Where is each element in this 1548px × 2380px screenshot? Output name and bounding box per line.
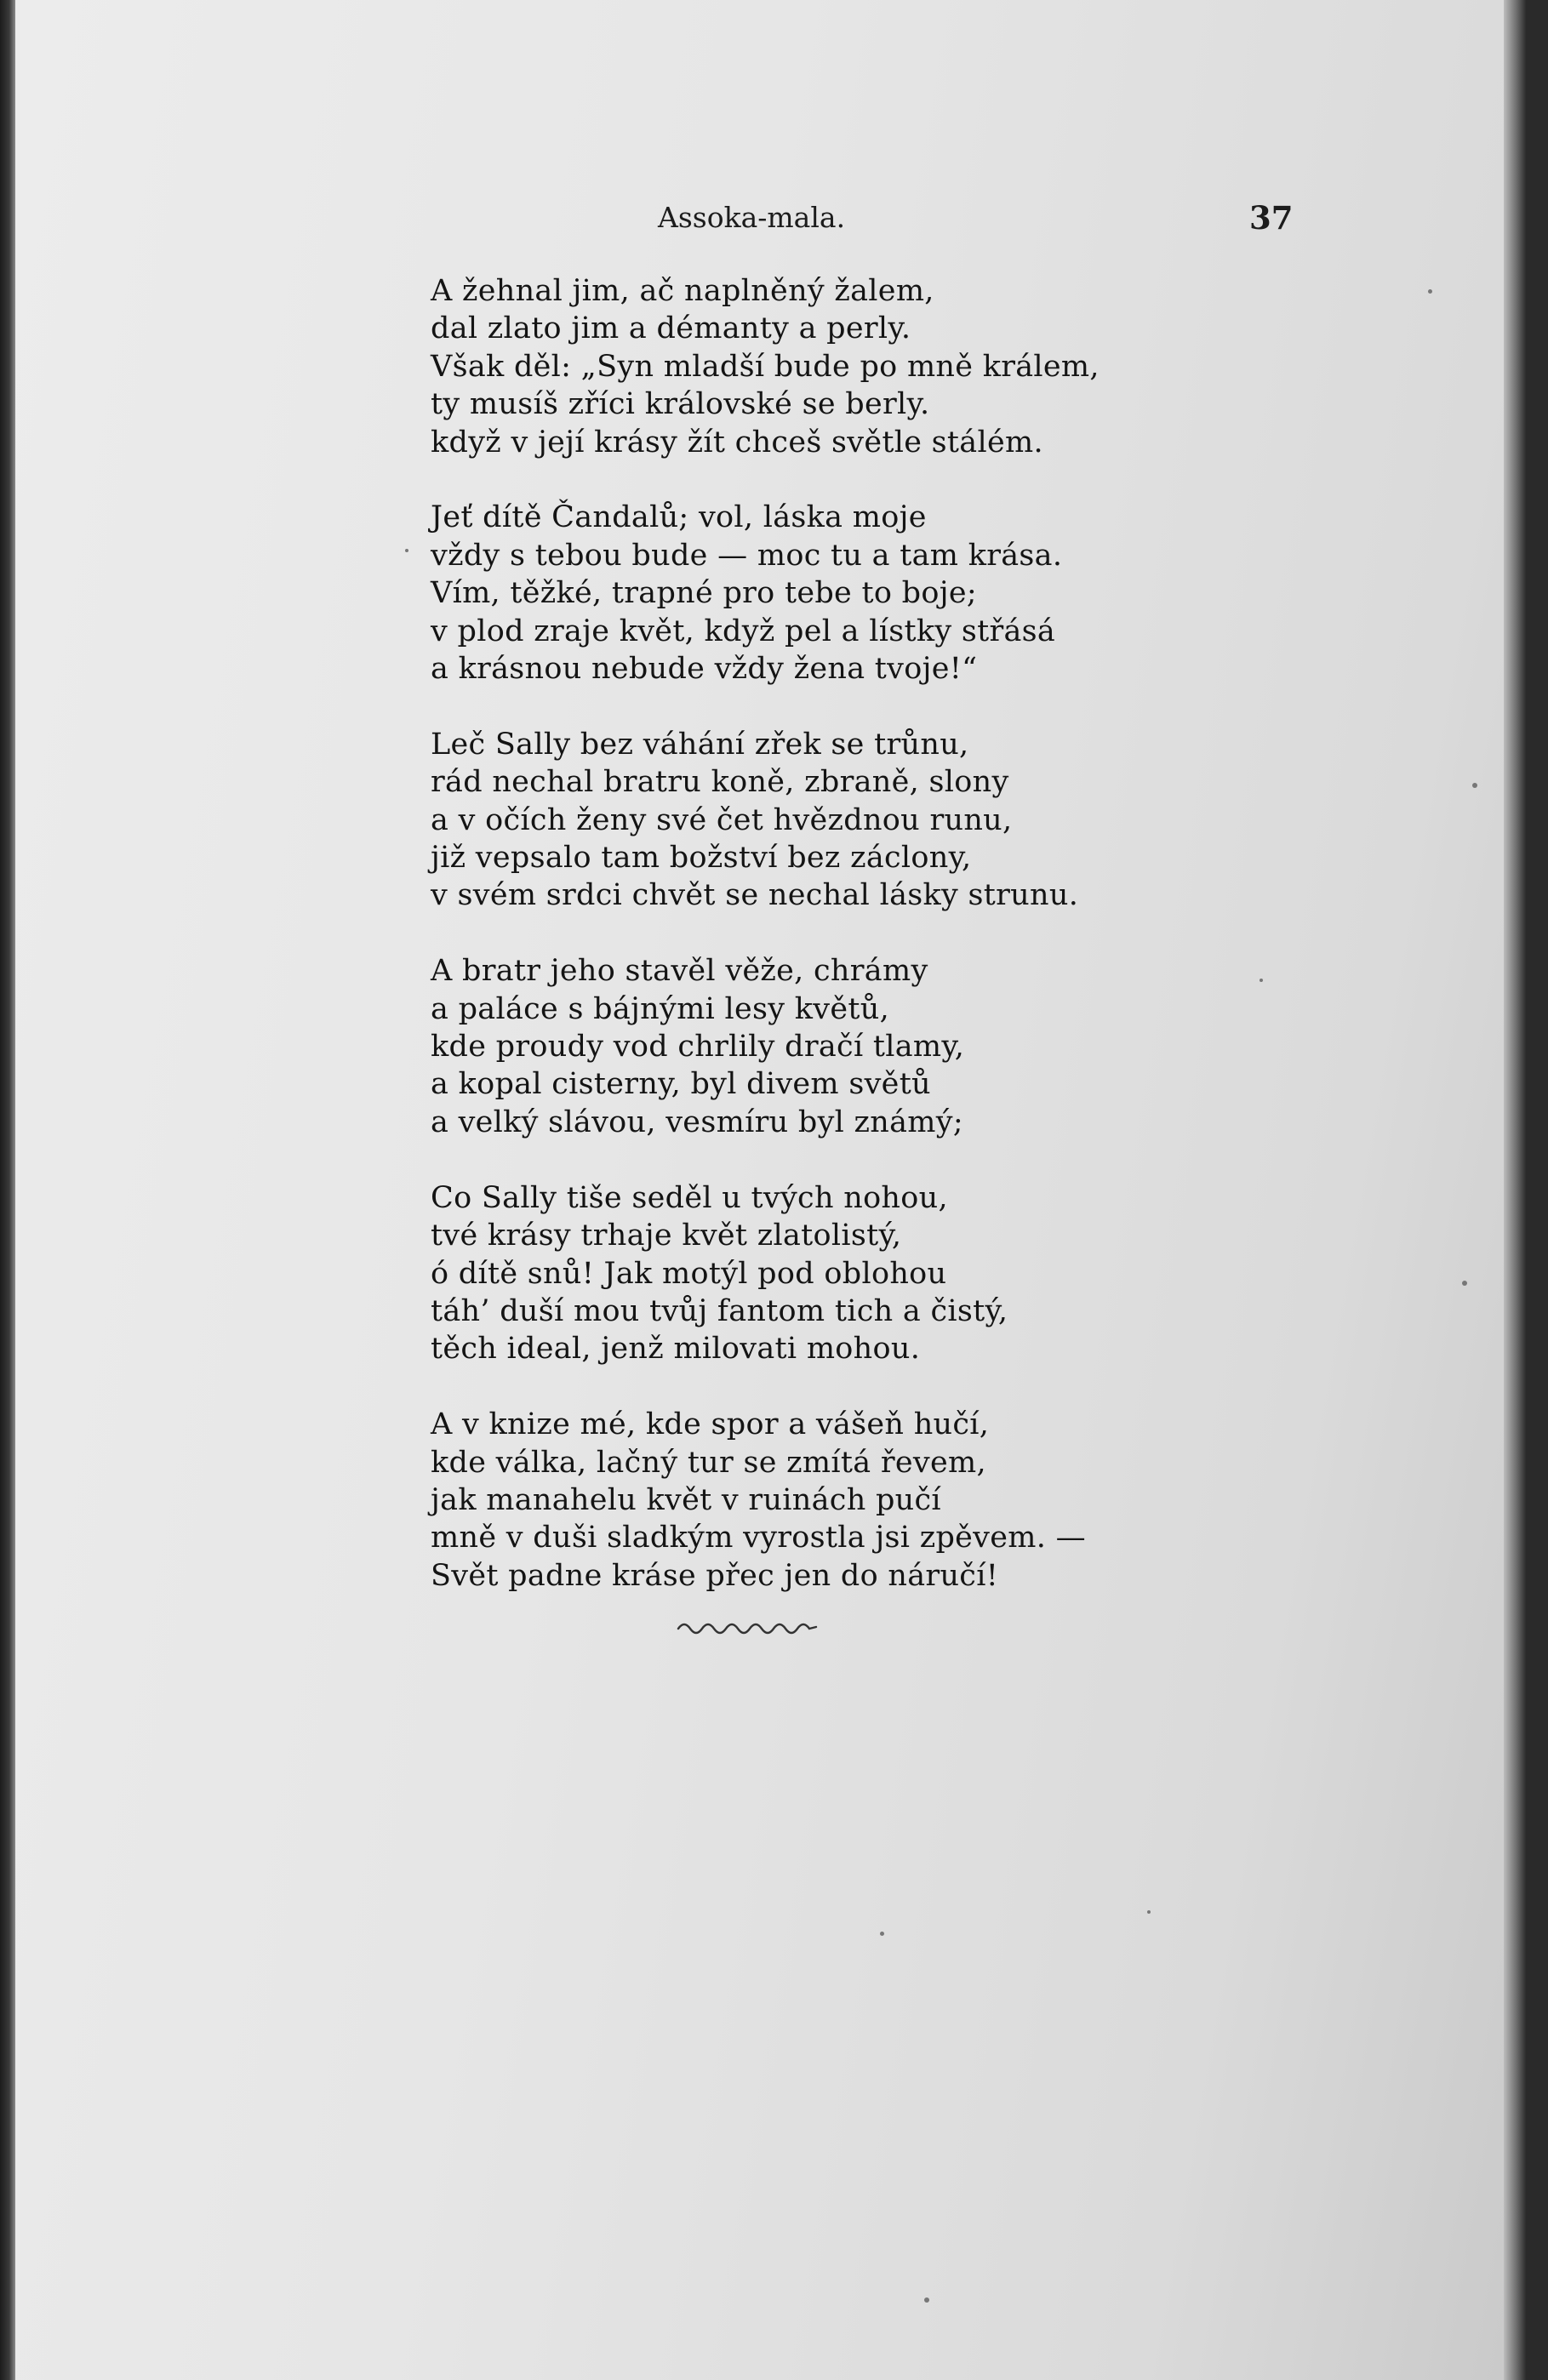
poem-line: Jeť dítě Čandalů; vol, láska moje bbox=[431, 500, 927, 535]
poem-line: Co Sally tiše seděl u tvých nohou, bbox=[431, 1180, 948, 1215]
poem-line: Svět padne kráse přec jen do náručí! bbox=[431, 1558, 999, 1593]
poem-line: táh’ duší mou tvůj fantom tich a čistý, bbox=[431, 1293, 1008, 1328]
poem-line: když v její krásy žít chceš světle stálém. bbox=[431, 425, 1043, 459]
paper-speck bbox=[924, 2297, 929, 2303]
poem-line: a velký slávou, vesmíru byl známý; bbox=[431, 1104, 963, 1139]
paper-speck bbox=[1260, 979, 1263, 982]
poem-line: Leč Sally bez váhání zřek se trůnu, bbox=[431, 727, 969, 762]
poem-line: těch ideal, jenž milovati mohou. bbox=[431, 1332, 921, 1367]
end-ornament-icon bbox=[675, 1617, 820, 1637]
stanza-1 bbox=[431, 272, 1282, 461]
poem-line: a v očích ženy své čet hvězdnou runu, bbox=[431, 802, 1013, 837]
paper-speck bbox=[405, 549, 408, 552]
paper-speck bbox=[1428, 289, 1432, 294]
poem-line: a paláce s bájnými lesy květů, bbox=[431, 991, 889, 1026]
stanza-2 bbox=[431, 499, 1282, 688]
page-edge-shadow bbox=[1504, 0, 1526, 2380]
poem-line: tvé krásy trhaje květ zlatolistý, bbox=[431, 1219, 902, 1253]
paper-speck bbox=[1462, 1281, 1467, 1286]
poem-line: a krásnou nebude vždy žena tvoje!“ bbox=[431, 652, 978, 687]
poem-line: Však děl: „Syn mladší bude po mně králem, bbox=[431, 349, 1100, 384]
poem-line: ó dítě snů! Jak motýl pod oblohou bbox=[431, 1256, 947, 1291]
paper-speck bbox=[880, 1932, 884, 1936]
poem-line: v plod zraje květ, když pel a lístky střásá bbox=[431, 614, 1056, 648]
page-header bbox=[15, 192, 1526, 243]
page-gutter-shadow bbox=[0, 0, 15, 2380]
poem-line: vždy s tebou bude — moc tu a tam krása. bbox=[431, 538, 1063, 573]
poem-line: ty musíš zříci královské se berly. bbox=[431, 387, 930, 422]
page-number: 37 bbox=[1249, 199, 1294, 237]
poem-line: A žehnal jim, ač naplněný žalem, bbox=[431, 274, 934, 308]
book-page bbox=[15, 0, 1526, 2380]
poem-line: mně v duši sladkým vyrostla jsi zpěvem. — bbox=[431, 1521, 1086, 1555]
poem-line: rád nechal bratru koně, zbraně, slony bbox=[431, 765, 1009, 800]
poem-line: již vepsalo tam božství bez záclony, bbox=[431, 841, 972, 876]
poem-line: kde proudy vod chrlily dračí tlamy, bbox=[431, 1030, 965, 1064]
poem-body bbox=[431, 272, 1282, 1633]
poem-line: kde válka, lačný tur se zmítá řevem, bbox=[431, 1445, 986, 1480]
stanza-3 bbox=[431, 726, 1282, 915]
poem-line: A v knize mé, kde spor a vášeň hučí, bbox=[431, 1407, 990, 1442]
paper-speck bbox=[1147, 1910, 1151, 1914]
running-title: Assoka-mala. bbox=[658, 201, 846, 234]
poem-line: Vím, těžké, trapné pro tebe to boje; bbox=[431, 576, 977, 611]
stanza-5 bbox=[431, 1179, 1282, 1368]
poem-line: v svém srdci chvět se nechal lásky strunu. bbox=[431, 878, 1079, 913]
poem-line: a kopal cisterny, byl divem světů bbox=[431, 1067, 931, 1102]
paper-speck bbox=[1472, 783, 1477, 788]
stanza-6 bbox=[431, 1406, 1282, 1595]
poem-line: jak manahelu květ v ruinách pučí bbox=[431, 1482, 941, 1517]
poem-line: A bratr jeho stavěl věže, chrámy bbox=[431, 954, 928, 989]
stanza-4 bbox=[431, 952, 1282, 1141]
poem-line: dal zlato jim a démanty a perly. bbox=[431, 311, 911, 346]
